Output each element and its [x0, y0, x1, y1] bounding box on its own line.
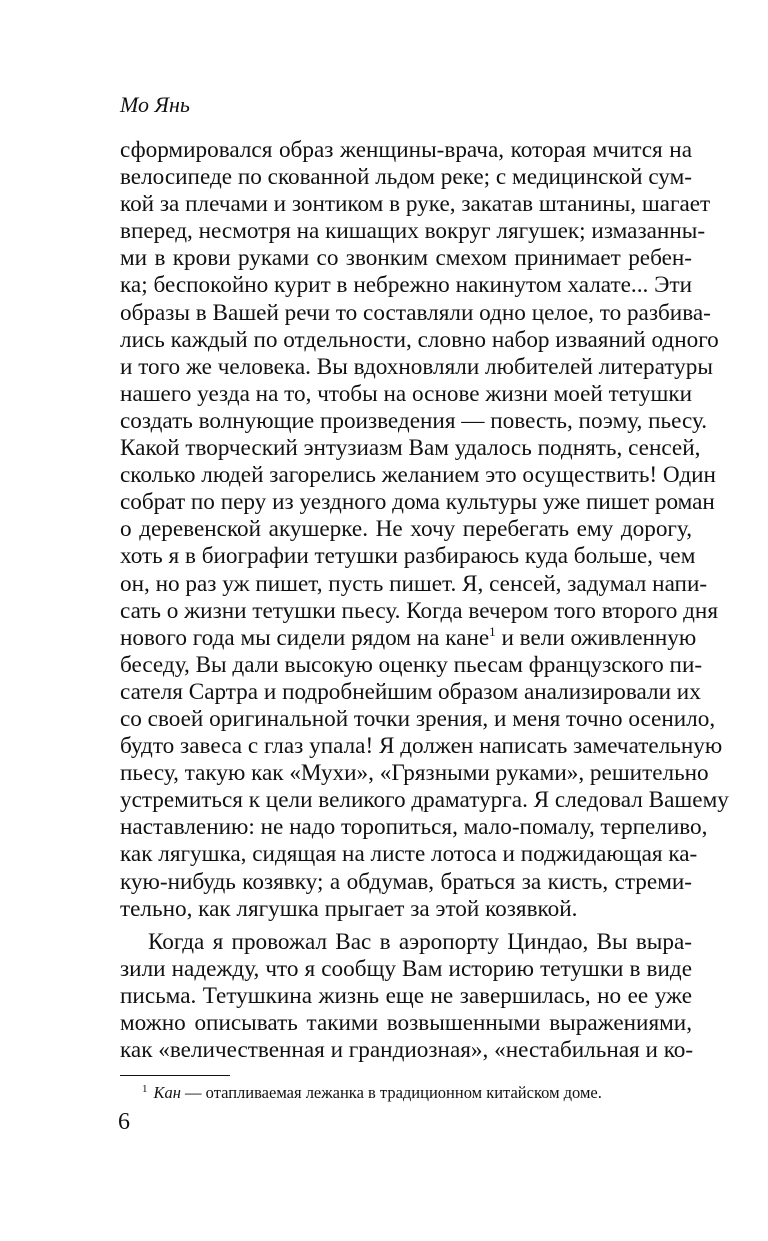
paragraph-1: [120, 137, 729, 923]
text-line: как лягушка, сидящая на листе лотоса и поджидающая ка-: [120, 841, 698, 868]
text-line: сать о жизни тетушки пьесу. Когда вечером того второго дня: [120, 597, 719, 624]
text-line: о деревенской акушерке. Не хочу перебегать ему дорогу,: [120, 516, 692, 543]
text-line: собрат по перу из уездного дома культуры уже пишет роман: [120, 489, 715, 516]
text-line: создать волнующие произведения — повесть, поэму, пьесу.: [120, 407, 708, 434]
text-line: хоть я в биографии тетушки разбираюсь куда больше, чем: [120, 543, 696, 570]
footnote-marker: 1: [142, 1083, 148, 1095]
text-line: кую-нибудь козявку; а обдумав, браться за кисть, стреми-: [120, 868, 692, 895]
text-line: письма. Тетушкина жизнь еще не завершилась, но ее уже: [120, 982, 692, 1009]
text-line: сформировался образ женщины-врача, которая мчится на: [120, 137, 692, 163]
text-line: он, но раз уж пишет, пусть пишет. Я, сенсей, задумал напи-: [120, 570, 708, 597]
text-line: ка; беспокойно курит в небрежно накинутом халате... Эти: [120, 272, 692, 299]
footnote-text: — отапливаемая лежанка в традиционном китайском доме.: [180, 1083, 602, 1102]
text-line: наставлению: не надо торопиться, мало-помалу, терпеливо,: [120, 814, 708, 841]
text-line: кой за плечами и зонтиком в руке, закатав штанины, шагает: [120, 191, 711, 218]
text-line-with-footnote-ref: [120, 623, 697, 652]
text-line: образы в Вашей речи то составляли одно целое, то разбива-: [120, 299, 711, 326]
text-line: как «величественная и грандиозная», «нестабильная и ко-: [120, 1037, 694, 1064]
text-line: тельно, как лягушка прыгает за этой козявкой.: [120, 895, 578, 922]
text-line: пьесу, такую как «Мухи», «Грязными руками», решительно: [120, 760, 709, 787]
text-line: беседу, Вы дали высокую оценку пьесам французского пи-: [120, 651, 703, 678]
footnote-rule: [120, 1075, 230, 1076]
text-segment: нового года мы сидели рядом на кане: [120, 624, 490, 651]
text-line: сколько людей загорелись желанием это осуществить! Один: [120, 462, 716, 489]
text-line: вперед, несмотря на кишащих вокруг лягушек; измазанны-: [120, 218, 706, 245]
text-line: устремиться к цели великого драматурга. Я следовал Вашему: [120, 787, 729, 814]
text-line: сателя Сартра и подробнейшим образом анализировали их: [120, 678, 701, 705]
text-line: со своей оригинальной точки зрения, и меня точно осенило,: [120, 705, 716, 732]
text-line: нашего уезда на то, чтобы на основе жизни моей тетушки: [120, 380, 692, 407]
body-text: [120, 137, 729, 1064]
text-line: ми в крови руками со звонким смехом принимает ребен-: [120, 245, 692, 272]
text-line: можно описывать такими возвышенными выражениями,: [120, 1010, 692, 1036]
page-number: 6: [118, 1109, 130, 1135]
footnote-term: Кан: [153, 1083, 181, 1102]
text-line: лись каждый по отдельности, словно набор изваяний одного: [120, 326, 719, 353]
text-segment: и вели оживленную: [495, 624, 697, 651]
running-head: Мо Янь: [120, 92, 190, 117]
text-line: будто завеса с глаз упала! Я должен написать замечательную: [120, 733, 723, 760]
text-line: Какой творческий энтузиазм Вам удалось поднять, сенсей,: [120, 435, 701, 462]
paragraph-2: [120, 929, 692, 1064]
footnote-reference[interactable]: 1: [489, 623, 496, 639]
text-line: велосипеде по скованной льдом реке; с медицинской сум-: [120, 164, 692, 191]
text-line: и того же человека. Вы вдохновляли любителей литературы: [120, 353, 713, 380]
footnote: [142, 1083, 602, 1103]
text-line: зили надежду, что я сообщу Вам историю тетушки в виде: [120, 955, 692, 982]
text-line: Когда я провожал Вас в аэропорту Циндао, Вы выра-: [148, 928, 692, 955]
